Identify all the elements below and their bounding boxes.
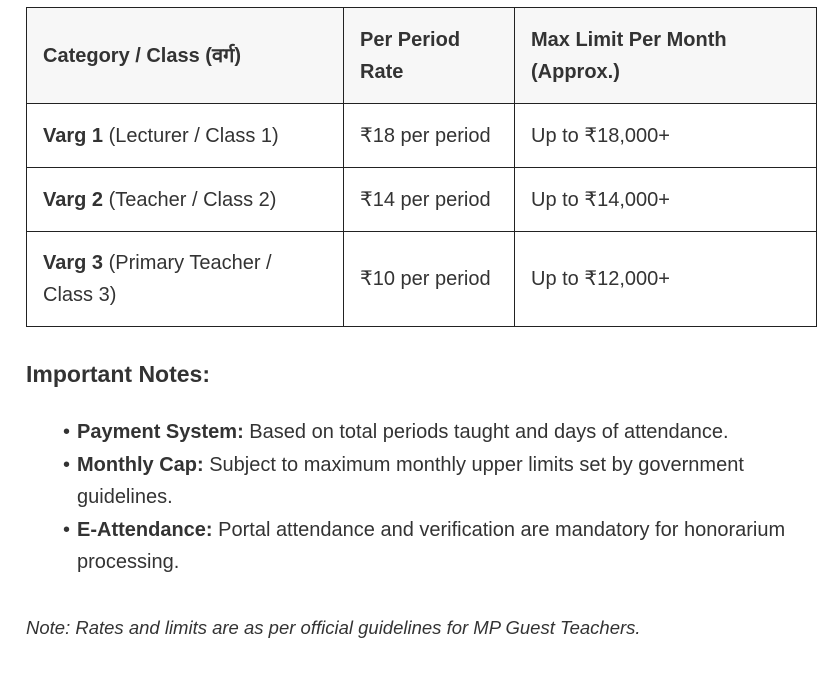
list-item bbox=[62, 514, 802, 578]
rate-cell: ₹14 per period bbox=[344, 168, 515, 232]
header-rate: Per Period Rate bbox=[344, 8, 515, 104]
varg-description: (Primary Teacher / Class 3) bbox=[43, 252, 272, 306]
varg-description: (Teacher / Class 2) bbox=[103, 188, 277, 211]
rate-cell: ₹18 per period bbox=[344, 104, 515, 168]
limit-cell: Up to ₹12,000+ bbox=[515, 232, 817, 327]
note-label: Monthly Cap: bbox=[77, 454, 204, 476]
varg-label: Varg 2 bbox=[43, 188, 104, 211]
category-cell bbox=[27, 168, 344, 232]
category-cell bbox=[27, 232, 344, 327]
table-header-row bbox=[27, 8, 817, 104]
rate-cell: ₹10 per period bbox=[344, 232, 515, 327]
table-row bbox=[27, 232, 817, 327]
list-item bbox=[62, 449, 802, 513]
limit-cell: Up to ₹14,000+ bbox=[515, 168, 817, 232]
note-label: E-Attendance: bbox=[77, 519, 213, 541]
list-item bbox=[62, 416, 802, 448]
table-row bbox=[27, 104, 817, 168]
important-notes-heading: Important Notes: bbox=[26, 361, 210, 387]
note-text: Subject to maximum monthly upper limits set by government guidelines. bbox=[77, 454, 744, 508]
limit-cell: Up to ₹18,000+ bbox=[515, 104, 817, 168]
varg-description: (Lecturer / Class 1) bbox=[103, 124, 279, 147]
bullet-icon: • bbox=[63, 454, 71, 476]
bullet-icon: • bbox=[63, 421, 71, 443]
honorarium-rates-table bbox=[26, 7, 817, 327]
table-row bbox=[27, 168, 817, 232]
header-category: Category / Class (वर्ग) bbox=[27, 8, 344, 104]
category-cell bbox=[27, 104, 344, 168]
content bbox=[26, 7, 816, 638]
note-label: Payment System: bbox=[77, 421, 244, 443]
note-text: Portal attendance and verification are mandatory for honorarium processing. bbox=[77, 519, 786, 573]
footnote: Note: Rates and limits are as per official guidelines for MP Guest Teachers. bbox=[26, 617, 641, 638]
varg-label: Varg 3 bbox=[43, 252, 104, 274]
varg-label: Varg 1 bbox=[43, 124, 104, 147]
notes-list bbox=[62, 416, 802, 579]
note-text: Based on total periods taught and days of attendance. bbox=[243, 421, 729, 443]
header-limit: Max Limit Per Month (Approx.) bbox=[515, 8, 817, 104]
bullet-icon: • bbox=[63, 519, 71, 541]
